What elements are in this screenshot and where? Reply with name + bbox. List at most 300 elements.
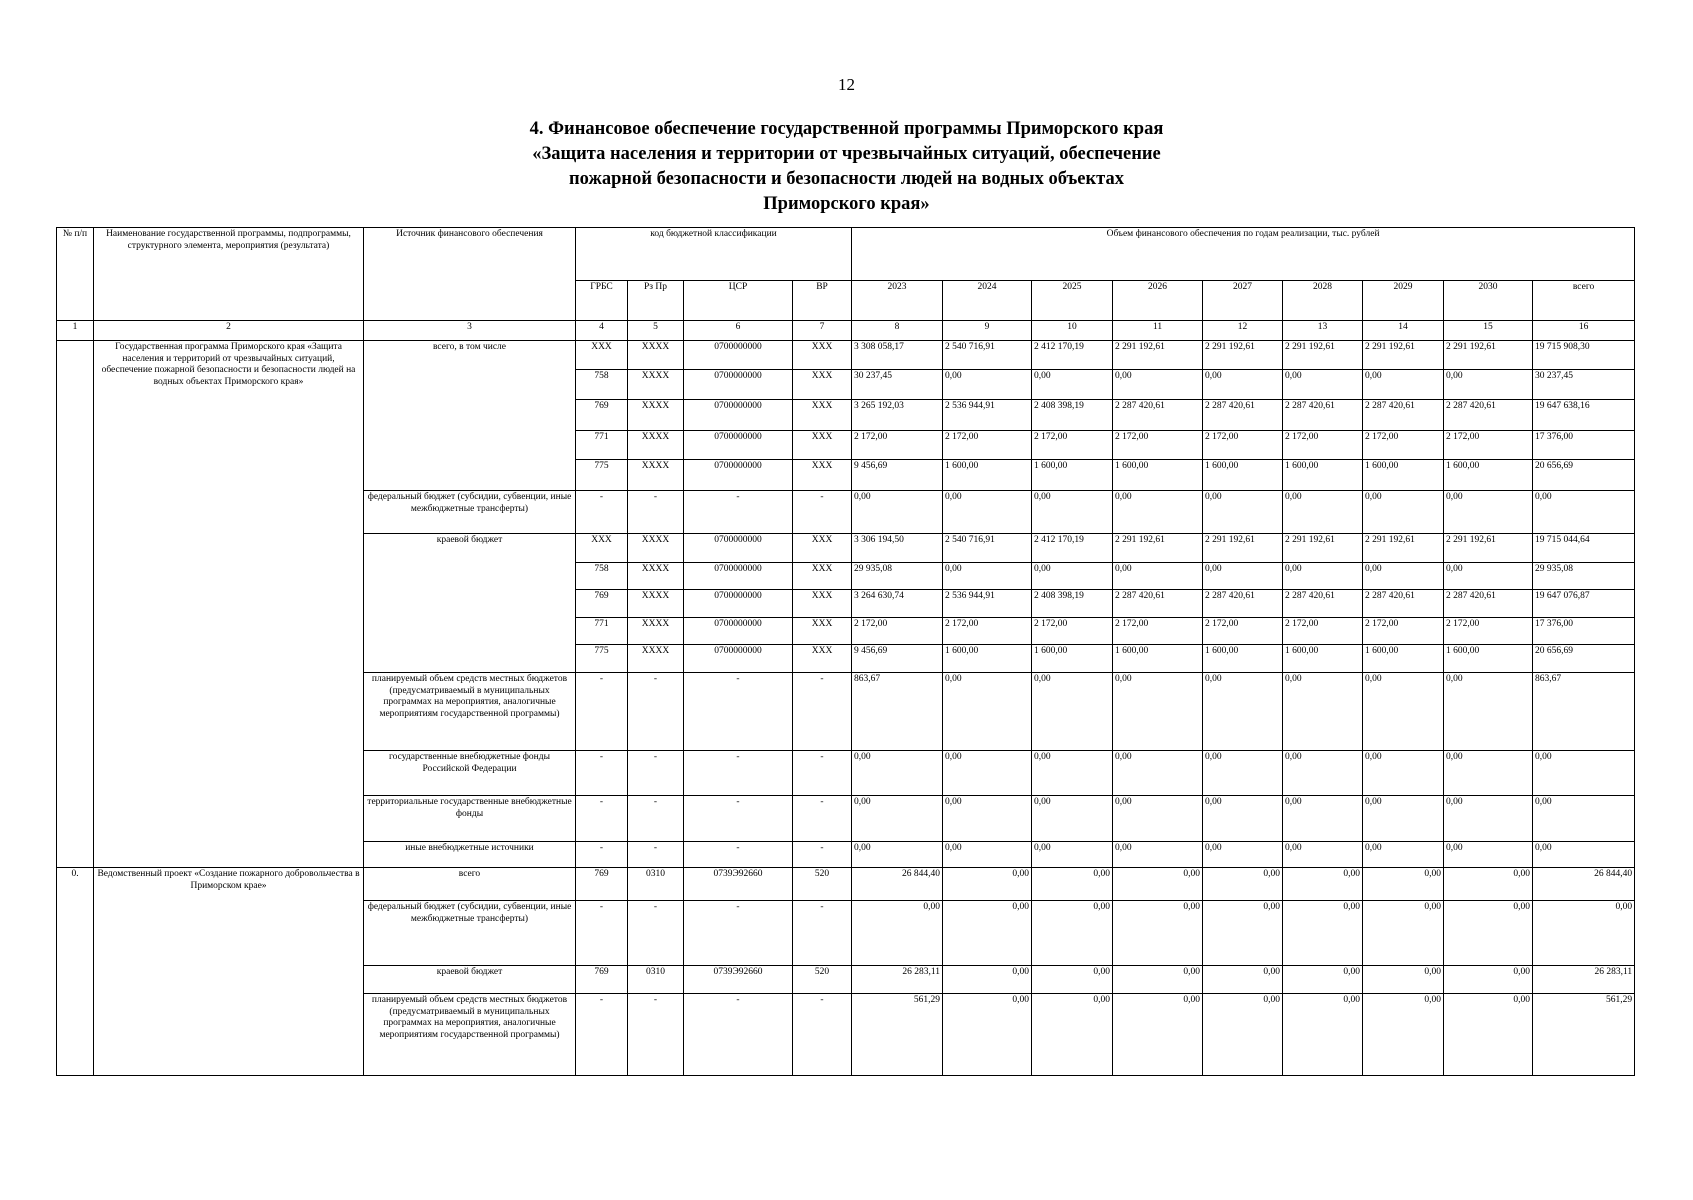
kbk-cell: XXX [793, 563, 852, 590]
amount-cell: 0,00 [1113, 796, 1203, 842]
amount-cell: 0,00 [1203, 673, 1283, 751]
amount-cell: 2 291 192,61 [1283, 534, 1363, 563]
source-label: планируемый объем средств местных бюджетов (предусматриваемый в муниципальных программах на мероприятия, аналогичные мероприятиям государственной программы) [364, 994, 576, 1076]
amount-cell: 2 287 420,61 [1444, 400, 1533, 431]
kbk-cell: - [793, 842, 852, 868]
amount-cell: 863,67 [852, 673, 943, 751]
amount-cell: 0,00 [1203, 370, 1283, 400]
amount-cell: 0,00 [1363, 673, 1444, 751]
kbk-cell: 0700000000 [684, 431, 793, 460]
kbk-cell: 0700000000 [684, 534, 793, 563]
amount-cell: 0,00 [1444, 966, 1533, 994]
source-label: краевой бюджет [364, 534, 576, 673]
kbk-cell: - [628, 673, 684, 751]
kbk-cell: XXXX [628, 431, 684, 460]
title-line: Приморского края» [763, 194, 930, 214]
column-number: 4 [576, 321, 628, 341]
amount-cell: 1 600,00 [1363, 460, 1444, 491]
amount-cell: 2 291 192,61 [1363, 534, 1444, 563]
amount-cell: 0,00 [1032, 868, 1113, 901]
amount-cell: 0,00 [1533, 842, 1635, 868]
kbk-cell: XXX [793, 618, 852, 645]
amount-cell: 2 412 170,19 [1032, 341, 1113, 370]
amount-cell: 0,00 [1533, 796, 1635, 842]
kbk-cell: 771 [576, 431, 628, 460]
amount-cell: 2 172,00 [1032, 618, 1113, 645]
kbk-cell: - [793, 673, 852, 751]
amount-cell: 3 306 194,50 [852, 534, 943, 563]
header-kbk: код бюджетной классификации [576, 228, 852, 281]
amount-cell: 0,00 [852, 842, 943, 868]
column-number: 13 [1283, 321, 1363, 341]
amount-cell: 0,00 [943, 491, 1032, 534]
kbk-cell: XXXX [628, 341, 684, 370]
amount-cell: 0,00 [943, 563, 1032, 590]
amount-cell: 0,00 [943, 796, 1032, 842]
amount-cell: 0,00 [1283, 842, 1363, 868]
amount-cell: 2 287 420,61 [1203, 400, 1283, 431]
kbk-cell: 769 [576, 590, 628, 618]
amount-cell: 0,00 [1113, 370, 1203, 400]
amount-cell: 2 172,00 [1444, 618, 1533, 645]
amount-cell: 19 647 638,16 [1533, 400, 1635, 431]
kbk-cell: XXX [793, 431, 852, 460]
source-label: всего [364, 868, 576, 901]
amount-cell: 2 287 420,61 [1113, 400, 1203, 431]
amount-cell: 0,00 [1363, 370, 1444, 400]
amount-cell: 0,00 [1283, 491, 1363, 534]
amount-cell: 2 172,00 [1032, 431, 1113, 460]
amount-cell: 2 172,00 [1113, 618, 1203, 645]
amount-cell: 2 291 192,61 [1203, 534, 1283, 563]
column-number: 8 [852, 321, 943, 341]
amount-cell: 0,00 [1363, 994, 1444, 1076]
source-label: федеральный бюджет (субсидии, субвенции, иные межбюджетные трансферты) [364, 901, 576, 966]
kbk-cell: 0700000000 [684, 645, 793, 673]
amount-cell: 0,00 [1283, 751, 1363, 796]
amount-cell: 2 287 420,61 [1113, 590, 1203, 618]
amount-cell: 2 291 192,61 [1444, 341, 1533, 370]
amount-cell: 2 287 420,61 [1283, 400, 1363, 431]
kbk-cell: 0310 [628, 868, 684, 901]
table-row [57, 341, 1635, 370]
amount-cell: 1 600,00 [1363, 645, 1444, 673]
header-subcolumn: ГРБС [576, 281, 628, 321]
amount-cell: 0,00 [1363, 491, 1444, 534]
amount-cell: 2 172,00 [852, 618, 943, 645]
kbk-cell: 769 [576, 400, 628, 431]
column-number: 2 [94, 321, 364, 341]
table-row [57, 868, 1635, 901]
amount-cell: 26 283,11 [852, 966, 943, 994]
source-label: краевой бюджет [364, 966, 576, 994]
column-number: 15 [1444, 321, 1533, 341]
column-number: 7 [793, 321, 852, 341]
kbk-cell: 769 [576, 966, 628, 994]
header-subcolumn: 2026 [1113, 281, 1203, 321]
amount-cell: 30 237,45 [852, 370, 943, 400]
amount-cell: 0,00 [943, 966, 1032, 994]
amount-cell: 0,00 [852, 796, 943, 842]
amount-cell: 0,00 [1444, 370, 1533, 400]
amount-cell: 2 291 192,61 [1363, 341, 1444, 370]
amount-cell: 2 172,00 [943, 431, 1032, 460]
kbk-cell: 0700000000 [684, 590, 793, 618]
column-number: 1 [57, 321, 94, 341]
amount-cell: 2 287 420,61 [1444, 590, 1533, 618]
amount-cell: 0,00 [1032, 966, 1113, 994]
title-line: пожарной безопасности и безопасности людей на водных объектах [569, 169, 1124, 189]
amount-cell: 0,00 [1032, 994, 1113, 1076]
kbk-cell: - [684, 751, 793, 796]
source-label: государственные внебюджетные фонды Российской Федерации [364, 751, 576, 796]
header-name: Наименование государственной программы, подпрограммы, структурного элемента, мероприятия (результата) [94, 228, 364, 321]
amount-cell: 9 456,69 [852, 460, 943, 491]
amount-cell: 0,00 [1444, 868, 1533, 901]
amount-cell: 0,00 [1444, 673, 1533, 751]
source-label: федеральный бюджет (субсидии, субвенции, иные межбюджетные трансферты) [364, 491, 576, 534]
amount-cell: 2 291 192,61 [1444, 534, 1533, 563]
amount-cell: 0,00 [1203, 994, 1283, 1076]
amount-cell: 2 172,00 [1363, 618, 1444, 645]
kbk-cell: - [576, 901, 628, 966]
source-label: планируемый объем средств местных бюджетов (предусматриваемый в муниципальных программах на мероприятия, аналогичные мероприятиям государственной программы) [364, 673, 576, 751]
header-subcolumn: ВР [793, 281, 852, 321]
column-number: 12 [1203, 321, 1283, 341]
title-line: «Защита населения и территории от чрезвычайных ситуаций, обеспечение [532, 144, 1161, 164]
amount-cell: 2 287 420,61 [1283, 590, 1363, 618]
amount-cell: 0,00 [1533, 751, 1635, 796]
column-number: 9 [943, 321, 1032, 341]
column-number: 6 [684, 321, 793, 341]
amount-cell: 0,00 [1363, 966, 1444, 994]
amount-cell: 0,00 [1444, 994, 1533, 1076]
amount-cell: 0,00 [1113, 994, 1203, 1076]
row-number [57, 341, 94, 868]
amount-cell: 0,00 [1203, 491, 1283, 534]
amount-cell: 0,00 [1203, 751, 1283, 796]
amount-cell: 1 600,00 [1283, 645, 1363, 673]
kbk-cell: XXXX [628, 618, 684, 645]
amount-cell: 0,00 [1283, 868, 1363, 901]
amount-cell: 0,00 [1032, 751, 1113, 796]
title-line: 4. Финансовое обеспечение государственной программы Приморского края [529, 119, 1164, 139]
amount-cell: 2 172,00 [943, 618, 1032, 645]
kbk-cell: 775 [576, 645, 628, 673]
kbk-cell: 0310 [628, 966, 684, 994]
amount-cell: 0,00 [1283, 673, 1363, 751]
amount-cell: 1 600,00 [943, 645, 1032, 673]
header-subcolumn: 2029 [1363, 281, 1444, 321]
kbk-cell: - [628, 491, 684, 534]
amount-cell: 2 172,00 [1203, 431, 1283, 460]
header-subcolumn: 2023 [852, 281, 943, 321]
column-number: 16 [1533, 321, 1635, 341]
kbk-cell: 520 [793, 868, 852, 901]
amount-cell: 1 600,00 [1444, 645, 1533, 673]
kbk-cell: - [576, 673, 628, 751]
amount-cell: 0,00 [943, 370, 1032, 400]
header-subcolumn: 2030 [1444, 281, 1533, 321]
amount-cell: 2 291 192,61 [1283, 341, 1363, 370]
kbk-cell: XXX [793, 534, 852, 563]
amount-cell: 1 600,00 [1203, 645, 1283, 673]
header-subcolumn: всего [1533, 281, 1635, 321]
kbk-cell: XXXX [628, 534, 684, 563]
amount-cell: 0,00 [1203, 901, 1283, 966]
kbk-cell: XXXX [628, 645, 684, 673]
amount-cell: 0,00 [1363, 842, 1444, 868]
kbk-cell: XXX [793, 645, 852, 673]
amount-cell: 1 600,00 [1113, 645, 1203, 673]
amount-cell: 3 264 630,74 [852, 590, 943, 618]
kbk-cell: XXXX [628, 460, 684, 491]
amount-cell: 0,00 [1283, 796, 1363, 842]
amount-cell: 19 715 044,64 [1533, 534, 1635, 563]
amount-cell: 3 308 058,17 [852, 341, 943, 370]
amount-cell: 0,00 [943, 994, 1032, 1076]
amount-cell: 0,00 [852, 491, 943, 534]
amount-cell: 0,00 [943, 751, 1032, 796]
kbk-cell: - [628, 751, 684, 796]
amount-cell: 0,00 [1032, 842, 1113, 868]
amount-cell: 0,00 [1113, 966, 1203, 994]
amount-cell: 2 408 398,19 [1032, 400, 1113, 431]
kbk-cell: - [793, 994, 852, 1076]
kbk-cell: - [684, 901, 793, 966]
kbk-cell: - [793, 901, 852, 966]
kbk-cell: - [576, 994, 628, 1076]
kbk-cell: XXX [793, 341, 852, 370]
amount-cell: 0,00 [1363, 563, 1444, 590]
header-subcolumn: Рз Пр [628, 281, 684, 321]
amount-cell: 2 536 944,91 [943, 590, 1032, 618]
kbk-cell: - [576, 842, 628, 868]
amount-cell: 2 540 716,91 [943, 534, 1032, 563]
kbk-cell: - [576, 751, 628, 796]
amount-cell: 0,00 [1032, 370, 1113, 400]
amount-cell: 17 376,00 [1533, 618, 1635, 645]
kbk-cell: - [684, 994, 793, 1076]
amount-cell: 26 844,40 [1533, 868, 1635, 901]
amount-cell: 17 376,00 [1533, 431, 1635, 460]
amount-cell: 863,67 [1533, 673, 1635, 751]
kbk-cell: - [628, 842, 684, 868]
amount-cell: 1 600,00 [1203, 460, 1283, 491]
kbk-cell: XXX [576, 341, 628, 370]
kbk-cell: - [793, 491, 852, 534]
amount-cell: 2 172,00 [852, 431, 943, 460]
amount-cell: 2 172,00 [1203, 618, 1283, 645]
header-num: № п/п [57, 228, 94, 321]
amount-cell: 2 291 192,61 [1113, 341, 1203, 370]
header-subcolumn: 2028 [1283, 281, 1363, 321]
kbk-cell: - [793, 751, 852, 796]
source-label: иные внебюджетные источники [364, 842, 576, 868]
kbk-cell: - [684, 491, 793, 534]
amount-cell: 0,00 [1113, 563, 1203, 590]
kbk-cell: - [576, 491, 628, 534]
kbk-cell: 0700000000 [684, 618, 793, 645]
header-subcolumn: 2025 [1032, 281, 1113, 321]
amount-cell: 1 600,00 [1113, 460, 1203, 491]
kbk-cell: 0739Э92660 [684, 868, 793, 901]
amount-cell: 0,00 [1113, 673, 1203, 751]
amount-cell: 0,00 [1203, 842, 1283, 868]
amount-cell: 20 656,69 [1533, 645, 1635, 673]
kbk-cell: 0700000000 [684, 400, 793, 431]
amount-cell: 0,00 [1113, 491, 1203, 534]
amount-cell: 0,00 [1283, 901, 1363, 966]
row-number: 0. [57, 868, 94, 1076]
amount-cell: 0,00 [943, 901, 1032, 966]
document-title [0, 117, 1693, 217]
kbk-cell: 0700000000 [684, 370, 793, 400]
amount-cell: 0,00 [1444, 842, 1533, 868]
column-number: 14 [1363, 321, 1444, 341]
amount-cell: 1 600,00 [1032, 460, 1113, 491]
page-number: 12 [838, 75, 855, 94]
amount-cell: 2 408 398,19 [1032, 590, 1113, 618]
amount-cell: 0,00 [1032, 673, 1113, 751]
amount-cell: 29 935,08 [852, 563, 943, 590]
amount-cell: 0,00 [1283, 966, 1363, 994]
kbk-cell: 520 [793, 966, 852, 994]
amount-cell: 561,29 [852, 994, 943, 1076]
amount-cell: 19 647 076,87 [1533, 590, 1635, 618]
kbk-cell: XXXX [628, 370, 684, 400]
kbk-cell: - [684, 796, 793, 842]
kbk-cell: 771 [576, 618, 628, 645]
kbk-cell: 0700000000 [684, 460, 793, 491]
amount-cell: 0,00 [1444, 796, 1533, 842]
amount-cell: 2 172,00 [1283, 431, 1363, 460]
header-subcolumn: 2027 [1203, 281, 1283, 321]
amount-cell: 20 656,69 [1533, 460, 1635, 491]
amount-cell: 0,00 [1032, 491, 1113, 534]
amount-cell: 2 536 944,91 [943, 400, 1032, 431]
amount-cell: 0,00 [1283, 563, 1363, 590]
amount-cell: 0,00 [1363, 901, 1444, 966]
kbk-cell: - [628, 796, 684, 842]
amount-cell: 0,00 [1203, 563, 1283, 590]
kbk-cell: XXXX [628, 590, 684, 618]
amount-cell: 2 291 192,61 [1113, 534, 1203, 563]
amount-cell: 29 935,08 [1533, 563, 1635, 590]
financing-table [56, 227, 1635, 1076]
kbk-cell: - [684, 842, 793, 868]
header-volume: Объем финансового обеспечения по годам реализации, тыс. рублей [852, 228, 1635, 281]
kbk-cell: XXX [576, 534, 628, 563]
amount-cell: 561,29 [1533, 994, 1635, 1076]
amount-cell: 0,00 [1533, 491, 1635, 534]
amount-cell: 0,00 [1032, 901, 1113, 966]
kbk-cell: - [576, 796, 628, 842]
amount-cell: 1 600,00 [1444, 460, 1533, 491]
amount-cell: 19 715 908,30 [1533, 341, 1635, 370]
kbk-cell: - [793, 796, 852, 842]
kbk-cell: XXXX [628, 400, 684, 431]
kbk-cell: - [628, 901, 684, 966]
kbk-cell: 0700000000 [684, 341, 793, 370]
kbk-cell: XXX [793, 460, 852, 491]
kbk-cell: XXX [793, 400, 852, 431]
amount-cell: 0,00 [1203, 868, 1283, 901]
header-source: Источник финансового обеспечения [364, 228, 576, 321]
amount-cell: 0,00 [1032, 563, 1113, 590]
amount-cell: 0,00 [1533, 901, 1635, 966]
source-label: территориальные государственные внебюджетные фонды [364, 796, 576, 842]
project-name: Ведомственный проект «Создание пожарного добровольчества в Приморском крае» [94, 868, 364, 1076]
amount-cell: 2 291 192,61 [1203, 341, 1283, 370]
amount-cell: 2 540 716,91 [943, 341, 1032, 370]
amount-cell: 26 283,11 [1533, 966, 1635, 994]
amount-cell: 0,00 [943, 868, 1032, 901]
amount-cell: 0,00 [1363, 796, 1444, 842]
kbk-cell: - [628, 994, 684, 1076]
amount-cell: 0,00 [1444, 901, 1533, 966]
amount-cell: 2 287 420,61 [1203, 590, 1283, 618]
source-label: всего, в том числе [364, 341, 576, 491]
column-number: 10 [1032, 321, 1113, 341]
amount-cell: 2 172,00 [1444, 431, 1533, 460]
kbk-cell: XXX [793, 370, 852, 400]
kbk-cell: 0700000000 [684, 563, 793, 590]
amount-cell: 0,00 [1363, 868, 1444, 901]
column-number: 11 [1113, 321, 1203, 341]
amount-cell: 2 287 420,61 [1363, 400, 1444, 431]
amount-cell: 0,00 [1113, 901, 1203, 966]
kbk-cell: 769 [576, 868, 628, 901]
amount-cell: 0,00 [1444, 563, 1533, 590]
amount-cell: 0,00 [1203, 966, 1283, 994]
kbk-cell: 775 [576, 460, 628, 491]
amount-cell: 0,00 [1032, 796, 1113, 842]
amount-cell: 30 237,45 [1533, 370, 1635, 400]
amount-cell: 0,00 [1283, 994, 1363, 1076]
amount-cell: 1 600,00 [943, 460, 1032, 491]
amount-cell: 0,00 [1363, 751, 1444, 796]
program-name: Государственная программа Приморского края «Защита населения и территорий от чрезвычайных ситуаций, обеспечение пожарной безопасности и безопасности людей на водных объектах Приморского края» [94, 341, 364, 868]
amount-cell: 2 172,00 [1113, 431, 1203, 460]
header-subcolumn: ЦСР [684, 281, 793, 321]
kbk-cell: 758 [576, 563, 628, 590]
amount-cell: 2 172,00 [1363, 431, 1444, 460]
amount-cell: 0,00 [1444, 491, 1533, 534]
amount-cell: 1 600,00 [1032, 645, 1113, 673]
amount-cell: 2 412 170,19 [1032, 534, 1113, 563]
amount-cell: 0,00 [1203, 796, 1283, 842]
column-number: 5 [628, 321, 684, 341]
amount-cell: 0,00 [1444, 751, 1533, 796]
amount-cell: 0,00 [852, 751, 943, 796]
amount-cell: 0,00 [943, 673, 1032, 751]
kbk-cell: 0739Э92660 [684, 966, 793, 994]
amount-cell: 0,00 [1113, 842, 1203, 868]
kbk-cell: 758 [576, 370, 628, 400]
amount-cell: 2 172,00 [1283, 618, 1363, 645]
amount-cell: 2 287 420,61 [1363, 590, 1444, 618]
amount-cell: 0,00 [852, 901, 943, 966]
kbk-cell: XXXX [628, 563, 684, 590]
kbk-cell: XXX [793, 590, 852, 618]
amount-cell: 9 456,69 [852, 645, 943, 673]
amount-cell: 1 600,00 [1283, 460, 1363, 491]
header-subcolumn: 2024 [943, 281, 1032, 321]
amount-cell: 0,00 [1283, 370, 1363, 400]
kbk-cell: - [684, 673, 793, 751]
column-number: 3 [364, 321, 576, 341]
